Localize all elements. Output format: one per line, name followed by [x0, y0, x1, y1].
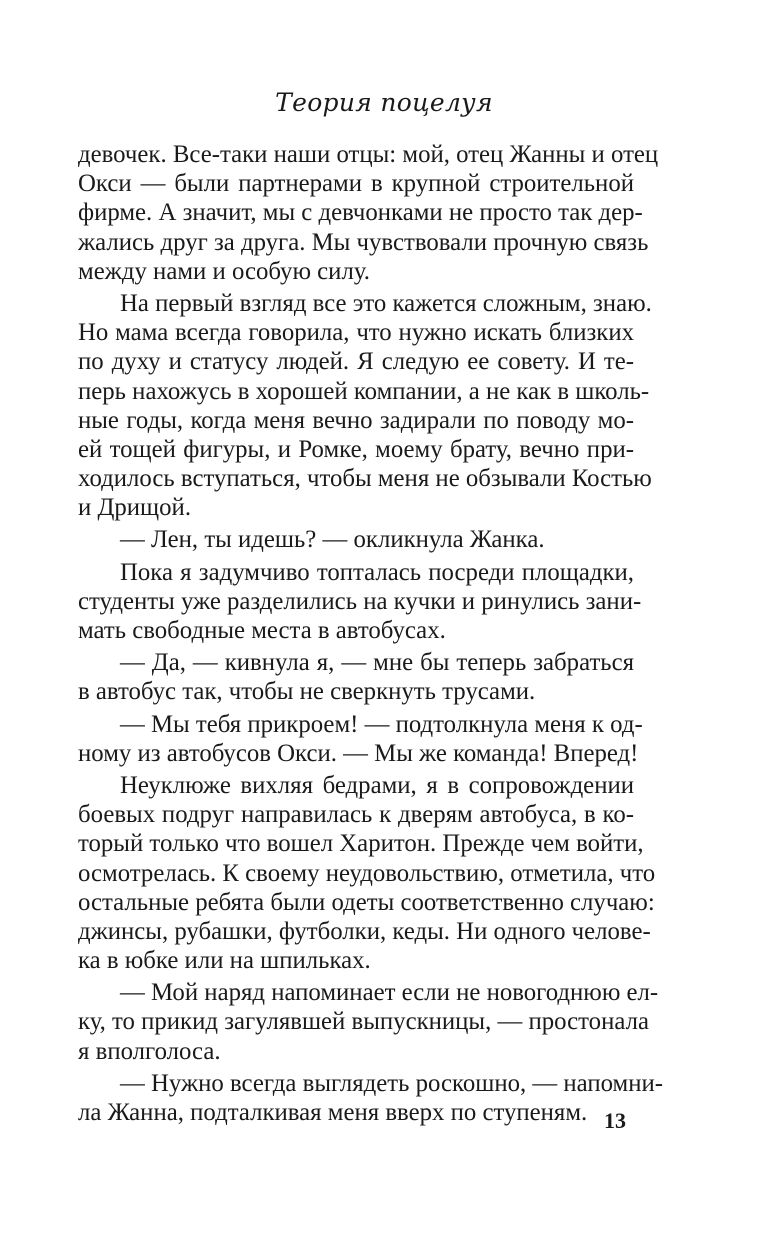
- paragraph: [78, 978, 659, 1066]
- text-line: джинсы, рубашки, футболки, кеды. Ни одного челове-: [78, 917, 651, 945]
- text-line: Неуклюже вихляя бедрами, я в сопровождении: [120, 771, 634, 799]
- text-line: ному из автобусов Окси. — Мы же команда! Вперед!: [78, 739, 639, 767]
- text-line: ей тощей фигуры, и Ромке, моему брату, вечно при-: [78, 435, 634, 463]
- text-line: жались друг за друга. Мы чувствовали прочную связь: [78, 228, 649, 256]
- text-line: Окси — были партнерами в крупной строительной: [78, 170, 634, 198]
- page-body: [78, 140, 664, 1127]
- text-line: девочек. Все-таки наши отцы: мой, отец Жанны и отец: [78, 141, 659, 168]
- text-line: ные годы, когда меня вечно задирали по поводу мо-: [78, 406, 634, 434]
- text-line: мать свободные места в автобусах.: [78, 617, 446, 644]
- text-line: торый только что вошел Харитон. Прежде чем войти,: [78, 830, 644, 858]
- text-line: — Мы тебя прикроем! — подтолкнула меня к од-: [120, 710, 643, 738]
- text-line: — Мой наряд напоминает если не новогоднюю ел-: [120, 979, 659, 1007]
- text-line: боевых подруг направилась к дверям автобуса, в ко-: [78, 801, 634, 829]
- paragraph: [78, 771, 656, 975]
- text-line: На первый взгляд все это кажется сложным, знаю.: [120, 289, 652, 317]
- text-line: студенты уже разделились на кучки и ринулись зани-: [78, 587, 642, 615]
- text-line: фирме. А значит, мы с девчонками не просто так дер-: [78, 199, 643, 227]
- text-line: остальные ребята были одеты соответственно случаю:: [78, 888, 655, 916]
- text-line: по духу и статусу людей. Я следую ее совету. И те-: [78, 348, 634, 376]
- text-line: Но мама всегда говорила, что нужно искать близких: [78, 319, 634, 347]
- text-line: Пока я задумчиво топталась посреди площадки,: [120, 558, 634, 586]
- paragraph: [78, 710, 643, 768]
- paragraph: [78, 558, 642, 646]
- paragraph: [78, 289, 652, 523]
- text-line: осмотрелась. К своему неудовольствию, отметила, что: [78, 859, 656, 887]
- text-line: — Нужно всегда выглядеть роскошно, — напомни-: [120, 1069, 664, 1097]
- text-line: — Да, — кивнула я, — мне бы теперь забраться: [120, 649, 634, 677]
- text-line: я вполголоса.: [78, 1037, 221, 1065]
- text-line: ла Жанна, подталкивая меня вверх по ступеням.: [78, 1099, 588, 1126]
- text-line: ку, то прикид загулявшей выпускницы, — простонала: [78, 1008, 649, 1036]
- paragraph: [78, 525, 634, 554]
- text-line: ходилось вступаться, чтобы меня не обзывали Костью: [78, 465, 652, 493]
- paragraph: [78, 1069, 664, 1127]
- text-line: между нами и особую силу.: [78, 257, 370, 285]
- text-line: — Лен, ты идешь? — окликнула Жанка.: [120, 526, 545, 554]
- text-line: перь нахожусь в хорошей компании, а не как в школь-: [78, 377, 650, 405]
- paragraph: [78, 648, 634, 706]
- page-number: 13: [604, 1108, 626, 1133]
- running-title: Теория поцелуя: [275, 88, 493, 117]
- paragraph: [78, 140, 659, 286]
- text-line: и Дрищой.: [78, 494, 192, 522]
- text-line: в автобус так, чтобы не сверкнуть трусами.: [78, 678, 536, 706]
- text-line: ка в юбке или на шпильках.: [78, 947, 371, 975]
